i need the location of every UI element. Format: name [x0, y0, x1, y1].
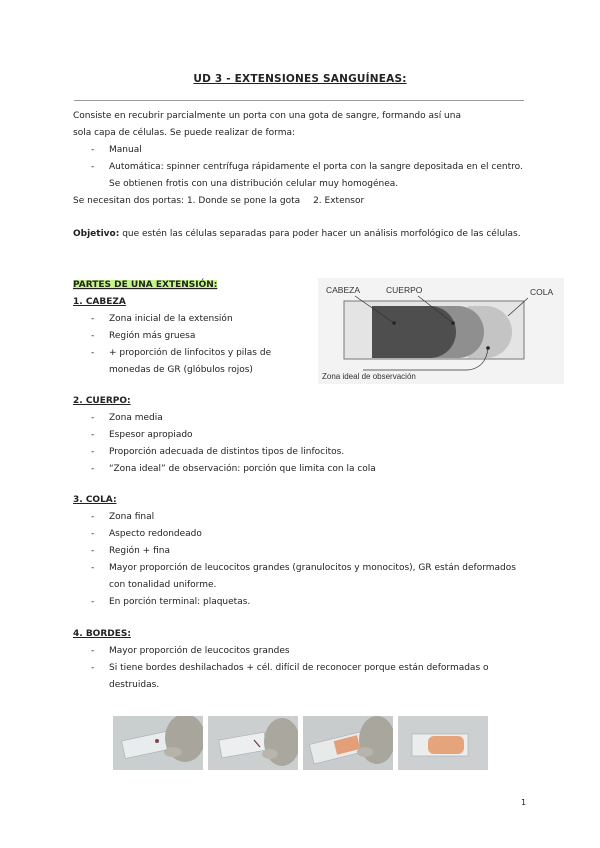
smear-diagram — [318, 278, 564, 384]
intro-bullet-list — [73, 142, 525, 193]
list-item: - Región + fina — [73, 543, 525, 560]
section-heading: 1. CABEZA — [73, 297, 126, 307]
title-divider — [74, 100, 524, 101]
page-number: 1 — [521, 798, 527, 807]
objetivo-paragraph — [73, 226, 525, 243]
list-item: - Zona media — [73, 410, 525, 427]
section-cola — [73, 492, 525, 611]
objetivo-text: que estén las células separadas para poder hacer un análisis morfológico de las células. — [119, 229, 521, 239]
list-item: - Proporción adecuada de distintos tipos de linfocitos. — [73, 444, 525, 461]
section-list — [73, 509, 525, 611]
smear-photo-1 — [113, 716, 203, 770]
section-heading: 4. BORDES: — [73, 629, 131, 639]
list-item: - Manual — [73, 142, 525, 159]
section-bordes — [73, 626, 525, 694]
list-item: - Si tiene bordes deshilachados + cél. difícil de reconocer porque están deformadas o destruidas. — [73, 660, 525, 694]
smear-photo-3 — [303, 716, 393, 770]
list-item: - Región más gruesa — [73, 328, 313, 345]
list-item: - Aspecto redondeado — [73, 526, 525, 543]
intro-line-1: Consiste en recubrir parcialmente un porta con una gota de sangre, formando así una — [73, 111, 461, 121]
section-list — [73, 643, 525, 694]
list-item: - Zona inicial de la extensión — [73, 311, 313, 328]
intro-paragraph — [73, 108, 525, 210]
label-cabeza: CABEZA — [326, 285, 361, 295]
section-heading: 3. COLA: — [73, 495, 117, 505]
section-heading: 2. CUERPO: — [73, 396, 131, 406]
label-zona-ideal: Zona ideal de observación — [322, 372, 416, 381]
section-list — [73, 410, 525, 478]
list-item: - “Zona ideal” de observación: porción que limita con la cola — [73, 461, 525, 478]
intro-line-2: sola capa de células. Se puede realizar de forma: — [73, 128, 296, 138]
smear-photo-2 — [208, 716, 298, 770]
portas-extensor: 2. Extensor — [313, 196, 365, 206]
section-cuerpo — [73, 393, 525, 478]
partes-heading: PARTES DE UNA EXTENSIÓN: — [73, 280, 218, 290]
page-title: UD 3 - EXTENSIONES SANGUÍNEAS: — [193, 73, 407, 85]
list-item: - En porción terminal: plaquetas. — [73, 594, 525, 611]
list-item: - Mayor proporción de leucocitos grandes (granulocitos y monocitos), GR están deformados con tonalidad uniforme. — [73, 560, 525, 594]
section-list — [73, 311, 313, 379]
list-item: - Espesor apropiado — [73, 427, 525, 444]
list-item: - Zona final — [73, 509, 525, 526]
portas-line — [73, 193, 525, 210]
objetivo-label: Objetivo: — [73, 229, 120, 239]
smear-photo-4 — [398, 716, 488, 770]
label-cuerpo: CUERPO — [386, 285, 423, 295]
smear-head — [372, 306, 456, 358]
list-item: - + proporción de linfocitos y pilas de monedas de GR (glóbulos rojos) — [73, 345, 313, 379]
section-cabeza — [73, 294, 313, 379]
list-item: - Automática: spinner centrífuga rápidamente el porta con la sangre depositada en el centro. Se obtienen frotis con una distribución celular muy homogénea. — [73, 159, 525, 193]
list-item: - Mayor proporción de leucocitos grandes — [73, 643, 525, 660]
portas-text: Se necesitan dos portas: 1. Donde se pone la gota — [73, 196, 301, 206]
label-cola: COLA — [530, 287, 554, 297]
